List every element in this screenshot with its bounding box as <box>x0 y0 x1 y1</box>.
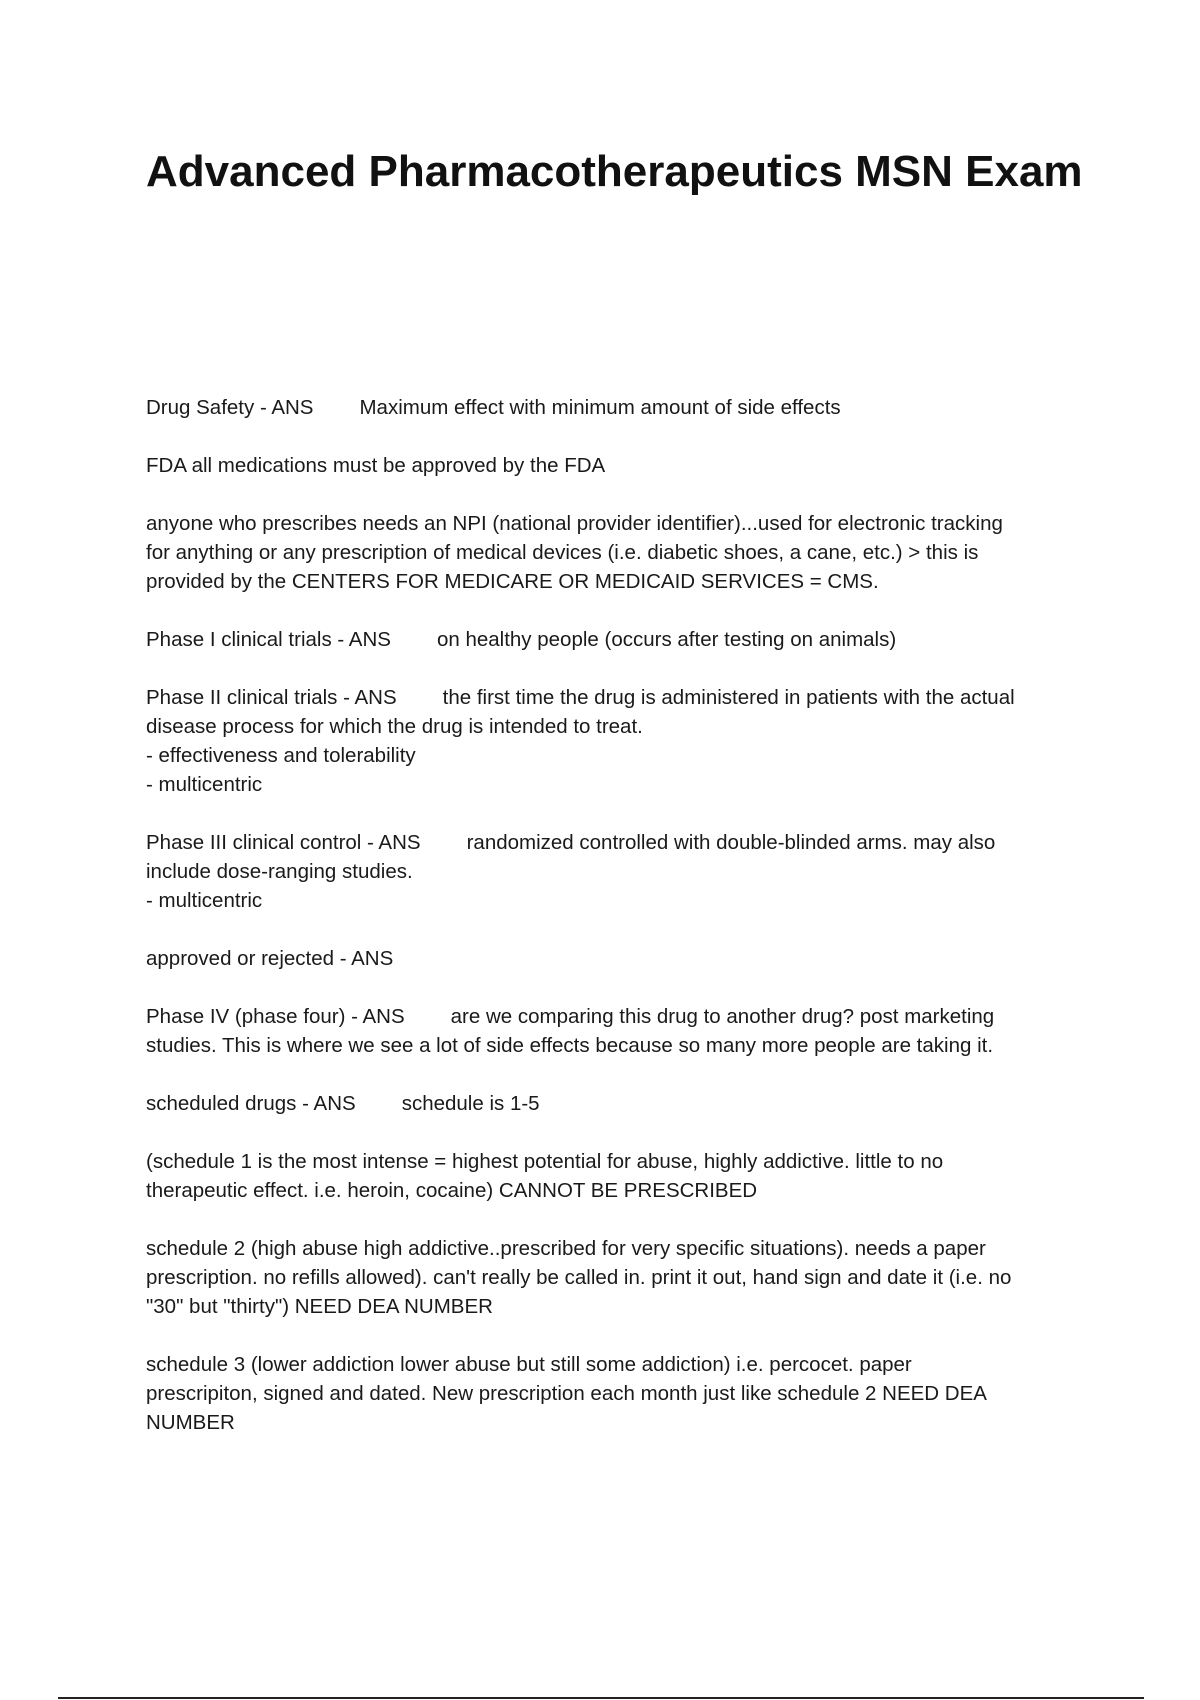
entry-line: (schedule 1 is the most intense = highest potential for abuse, highly addictive. little to no <box>146 1150 944 1173</box>
entry-answer: schedule is 1-5 <box>401 1092 540 1115</box>
entry-line <box>146 1002 1096 1031</box>
entry-line <box>146 828 1096 857</box>
entry-line: for anything or any prescription of medical devices (i.e. diabetic shoes, a cane, etc.) > this is <box>146 541 979 564</box>
qa-entry <box>146 1147 1096 1205</box>
qa-entry <box>146 451 1096 480</box>
entry-line: - multicentric <box>146 773 263 796</box>
entry-term: scheduled drugs - ANS <box>146 1092 356 1115</box>
entry-line: prescripiton, signed and dated. New prescription each month just like schedule 2 NEED DEA <box>146 1382 987 1405</box>
entry-answer: are we comparing this drug to another drug? post marketing <box>450 1005 995 1028</box>
qa-entry <box>146 393 1096 422</box>
entry-line <box>146 393 1096 422</box>
qa-entry <box>146 1234 1096 1321</box>
entry-line: therapeutic effect. i.e. heroin, cocaine) CANNOT BE PRESCRIBED <box>146 1179 758 1202</box>
entry-line <box>146 944 1096 973</box>
qa-entry <box>146 1089 1096 1118</box>
entry-line: anyone who prescribes needs an NPI (national provider identifier)...used for electronic tracking <box>146 512 1003 535</box>
qa-entry <box>146 683 1096 799</box>
entry-line: include dose-ranging studies. <box>146 860 413 883</box>
qa-entry <box>146 1350 1096 1437</box>
footer-divider <box>58 1697 1144 1699</box>
entry-line <box>146 683 1096 712</box>
entry-line: - effectiveness and tolerability <box>146 744 416 767</box>
entry-line: schedule 3 (lower addiction lower abuse but still some addiction) i.e. percocet. paper <box>146 1353 912 1376</box>
entry-line <box>146 1089 1096 1118</box>
entry-line: studies. This is where we see a lot of side effects because so many more people are taking it. <box>146 1034 994 1057</box>
entry-line: "30" but "thirty") NEED DEA NUMBER <box>146 1295 493 1318</box>
entry-line: schedule 2 (high abuse high addictive..prescribed for very specific situations). needs a paper <box>146 1237 986 1260</box>
entry-term: approved or rejected - ANS <box>146 947 394 970</box>
entry-line: prescription. no refills allowed). can't really be called in. print it out, hand sign and date it (i.e. no <box>146 1266 1012 1289</box>
qa-entry <box>146 509 1096 596</box>
entry-line: NUMBER <box>146 1411 235 1434</box>
qa-entry <box>146 828 1096 915</box>
entry-line: - multicentric <box>146 889 263 912</box>
entry-line <box>146 625 1096 654</box>
entry-term: Phase I clinical trials - ANS <box>146 628 391 651</box>
entry-term: Phase II clinical trials - ANS <box>146 686 397 709</box>
document-body <box>146 393 1096 1466</box>
qa-entry <box>146 944 1096 973</box>
qa-entry <box>146 1002 1096 1060</box>
entry-answer: on healthy people (occurs after testing on animals) <box>436 628 897 651</box>
entry-term: Phase IV (phase four) - ANS <box>146 1005 405 1028</box>
entry-line: disease process for which the drug is intended to treat. <box>146 715 643 738</box>
qa-entry <box>146 625 1096 654</box>
entry-line: FDA all medications must be approved by the FDA <box>146 454 606 477</box>
document-title: Advanced Pharmacotherapeutics MSN Exam <box>146 147 1083 196</box>
entry-answer: randomized controlled with double-blinded arms. may also <box>466 831 996 854</box>
entry-line: provided by the CENTERS FOR MEDICARE OR MEDICAID SERVICES = CMS. <box>146 570 879 593</box>
entry-term: Phase III clinical control - ANS <box>146 831 421 854</box>
entry-answer: the first time the drug is administered in patients with the actual <box>442 686 1015 709</box>
entry-answer: Maximum effect with minimum amount of side effects <box>359 396 841 419</box>
entry-term: Drug Safety - ANS <box>146 396 314 419</box>
